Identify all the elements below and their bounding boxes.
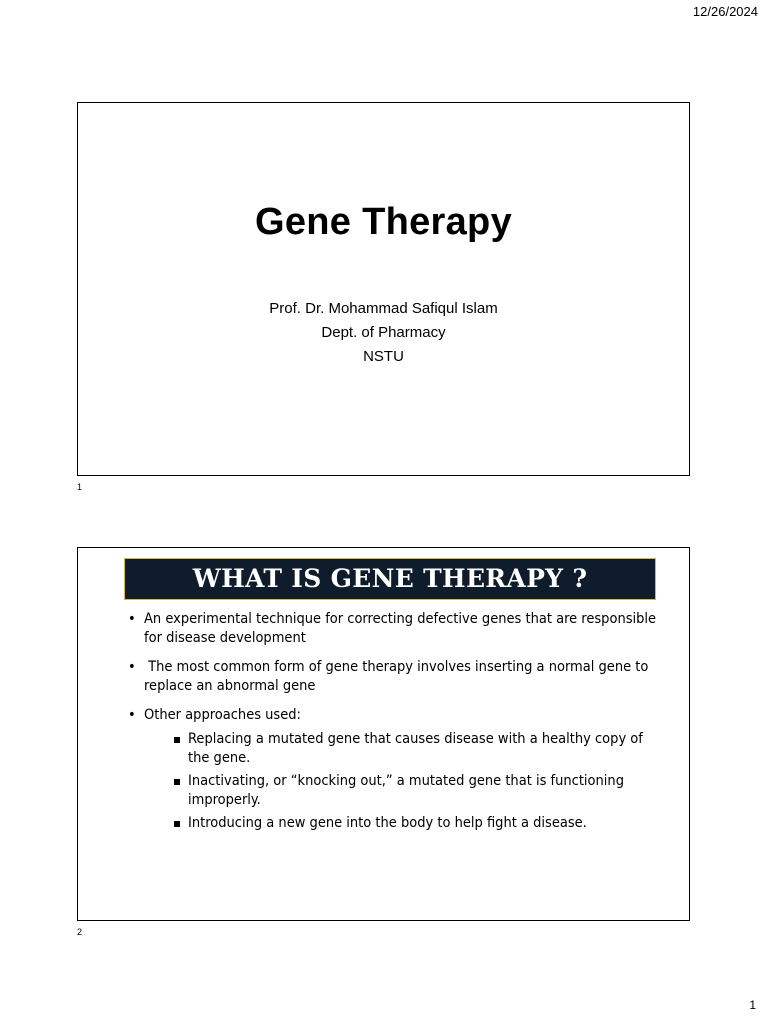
slide-content [128, 610, 659, 843]
list-item [128, 658, 659, 696]
slide-1 [77, 102, 690, 476]
slide-title: Gene Therapy [254, 201, 513, 243]
sub-bullet-list [144, 730, 659, 833]
list-item [128, 706, 659, 833]
bullet-icon: • [128, 659, 136, 675]
sub-list-item [174, 772, 659, 810]
sub-list-item [174, 730, 659, 768]
list-item [128, 610, 659, 648]
slide-number-2: 2 [77, 927, 83, 937]
slide-heading-banner: WHAT IS GENE THERAPY ? [124, 558, 656, 600]
bullet-text: Other approaches used: [144, 707, 301, 723]
slide-2 [77, 547, 690, 921]
author-name: Prof. Dr. Mohammad Safiqul Islam [269, 300, 498, 317]
sub-bullet-text: Replacing a mutated gene that causes disease with a healthy copy of the gene. [188, 731, 643, 766]
author-block [78, 297, 689, 369]
bullet-text: An experimental technique for correcting defective genes that are responsible for disease development [144, 611, 657, 646]
square-bullet-icon [174, 821, 180, 827]
page-number: 1 [749, 998, 756, 1012]
print-date: 12/26/2024 [692, 4, 758, 19]
sub-list-item [174, 814, 659, 833]
bullet-icon: • [128, 707, 136, 723]
sub-bullet-text: Inactivating, or “knocking out,” a mutated gene that is functioning improperly. [188, 773, 624, 808]
bullet-list [128, 610, 659, 833]
square-bullet-icon [174, 737, 180, 743]
author-department: Dept. of Pharmacy [321, 324, 446, 341]
slide-number-1: 1 [77, 482, 83, 492]
author-institution: NSTU [363, 348, 404, 365]
sub-bullet-text: Introducing a new gene into the body to help fight a disease. [188, 815, 587, 831]
square-bullet-icon [174, 779, 180, 785]
bullet-icon: • [128, 611, 136, 627]
bullet-text: The most common form of gene therapy involves inserting a normal gene to replace an abnormal gene [144, 659, 653, 694]
